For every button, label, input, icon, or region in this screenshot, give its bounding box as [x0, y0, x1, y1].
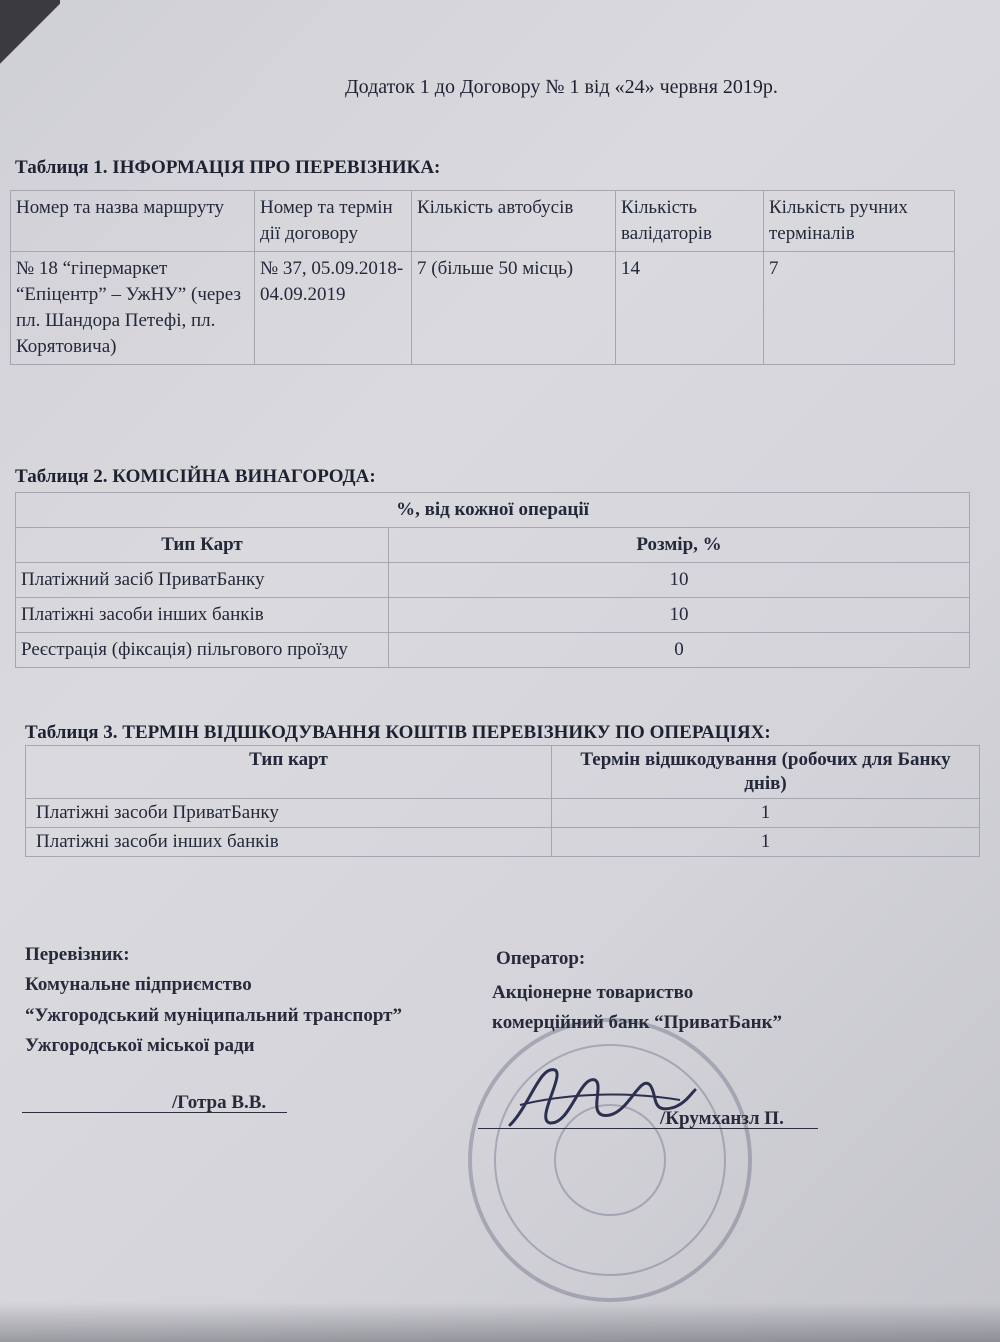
validators-cell: 14: [616, 252, 764, 365]
operator-name-line2: комерційний банк “ПриватБанк”: [492, 1012, 783, 1033]
dark-corner: [0, 0, 60, 80]
header-cell: Кількість ручних терміналів: [764, 191, 955, 252]
route-cell: № 18 “гіпермаркет “Епіцентр” – УжНУ” (через пл. Шандора Петефі, пл. Корятовича): [11, 252, 255, 365]
header-cell: Тип карт: [26, 746, 552, 799]
table-row: [26, 828, 980, 857]
operator-name-line1: Акціонерне товариство: [492, 982, 694, 1003]
table-caption-row: [16, 493, 970, 528]
header-cell: Номер та термін дії договору: [255, 191, 412, 252]
carrier-signatory: /Готра В.В.: [172, 1092, 267, 1113]
header-cell: Кількість автобусів: [412, 191, 616, 252]
table2-title: Таблиця 2. КОМІСІЙНА ВИНАГОРОДА:: [15, 466, 376, 487]
table-row: [16, 598, 970, 633]
card-type-cell: Платіжні засоби інших банків: [16, 598, 389, 633]
header-cell: Кількість валідаторів: [616, 191, 764, 252]
header-cell: Розмір, %: [389, 528, 970, 563]
carrier-name-line2: “Ужгородський муніципальний транспорт”: [25, 1005, 402, 1026]
table1-title: Таблиця 1. ІНФОРМАЦІЯ ПРО ПЕРЕВІЗНИКА:: [15, 157, 441, 178]
table-header-row: [26, 746, 980, 799]
table-row: [11, 252, 955, 365]
value-cell: 10: [389, 563, 970, 598]
header-cell: Номер та назва маршруту: [11, 191, 255, 252]
handwritten-signature: [500, 1045, 700, 1145]
carrier-label: Перевізник:: [25, 944, 130, 965]
value-cell: 10: [389, 598, 970, 633]
carrier-name-line1: Комунальне підприємство: [25, 974, 252, 995]
operator-label: Оператор:: [496, 948, 586, 969]
buses-cell: 7 (більше 50 місць): [412, 252, 616, 365]
carrier-name-line3: Ужгородської міської ради: [25, 1035, 255, 1056]
reimbursement-table: [25, 745, 980, 857]
value-cell: 1: [552, 828, 980, 857]
caption-cell: %, від кожної операції: [16, 493, 970, 528]
header-cell: Тип Карт: [16, 528, 389, 563]
table-header-row: [11, 191, 955, 252]
table-row: [16, 563, 970, 598]
commission-table: [15, 492, 970, 668]
header-cell: Термін відшкодування (робочих для Банку днів): [552, 746, 980, 799]
card-type-cell: Платіжні засоби ПриватБанку: [26, 799, 552, 828]
value-cell: 1: [552, 799, 980, 828]
table-row: [26, 799, 980, 828]
terminals-cell: 7: [764, 252, 955, 365]
table-header-row: [16, 528, 970, 563]
page-shadow: [0, 1302, 1000, 1342]
contract-cell: № 37, 05.09.2018-04.09.2019: [255, 252, 412, 365]
operator-signatory: /Крумханзл П.: [660, 1108, 784, 1129]
carrier-info-table: [10, 190, 955, 365]
table-row: [16, 633, 970, 668]
table3-title: Таблиця 3. ТЕРМІН ВІДШКОДУВАННЯ КОШТІВ ПЕРЕВІЗНИКУ ПО ОПЕРАЦІЯХ:: [25, 722, 771, 743]
card-type-cell: Платіжний засіб ПриватБанку: [16, 563, 389, 598]
value-cell: 0: [389, 633, 970, 668]
card-type-cell: Платіжні засоби інших банків: [26, 828, 552, 857]
card-type-cell: Реєстрація (фіксація) пільгового проїзду: [16, 633, 389, 668]
appendix-header: Додаток 1 до Договору № 1 від «24» червня 2019р.: [345, 76, 778, 98]
